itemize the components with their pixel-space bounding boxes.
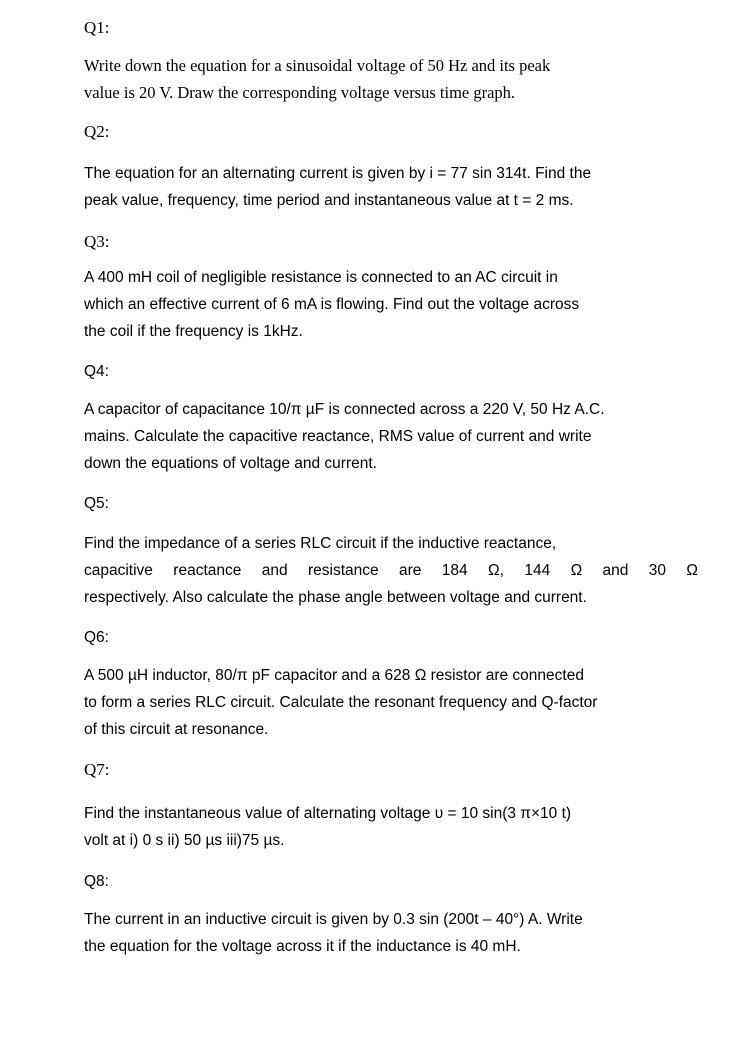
question-3-line-3: the coil if the frequency is 1kHz.: [84, 323, 303, 340]
question-2-label: Q2:: [84, 122, 110, 141]
question-1-line-2: value is 20 V. Draw the corresponding voltage versus time graph.: [84, 83, 516, 102]
question-2-text: [84, 160, 698, 214]
question-5-label: Q5:: [84, 495, 109, 512]
question-2-line-1: The equation for an alternating current is given by i = 77 sin 314t. Find the: [84, 165, 592, 182]
question-7-label: Q7:: [84, 760, 110, 779]
question-1-text: [84, 52, 698, 106]
question-7-line-1: Find the instantaneous value of alternating voltage υ = 10 sin(3 π×10 t): [84, 805, 572, 822]
question-4-line-3: down the equations of voltage and current.: [84, 455, 377, 472]
question-3-label: Q3:: [84, 232, 110, 251]
question-4-line-1: A capacitor of capacitance 10/π µF is connected across a 220 V, 50 Hz A.C.: [84, 401, 605, 418]
question-8-line-2: the equation for the voltage across it if the inductance is 40 mH.: [84, 938, 521, 955]
question-6-text: [84, 662, 698, 743]
question-6-label: Q6:: [84, 629, 109, 646]
question-1-label: Q1:: [84, 18, 110, 37]
question-3-line-2: which an effective current of 6 mA is flowing. Find out the voltage across: [84, 296, 580, 313]
question-5-line-1: Find the impedance of a series RLC circuit if the inductive reactance,: [84, 535, 557, 552]
question-8-label: Q8:: [84, 873, 109, 890]
question-5-line-3: respectively. Also calculate the phase angle between voltage and current.: [84, 589, 587, 606]
question-8-line-1: The current in an inductive circuit is given by 0.3 sin (200t – 40°) A. Write: [84, 911, 583, 928]
question-6-line-1: A 500 µH inductor, 80/π pF capacitor and a 628 Ω resistor are connected: [84, 667, 584, 684]
question-6-line-2: to form a series RLC circuit. Calculate the resonant frequency and Q-factor: [84, 694, 598, 711]
question-7-line-2: volt at i) 0 s ii) 50 µs iii)75 µs.: [84, 832, 285, 849]
question-5-line-2: capacitive reactance and resistance are 184 Ω, 144 Ω and 30 Ω: [84, 562, 698, 579]
question-4-text: [84, 396, 698, 477]
question-7-text: [84, 800, 698, 854]
question-1-line-1: Write down the equation for a sinusoidal voltage of 50 Hz and its peak: [84, 56, 551, 75]
question-3-line-1: A 400 mH coil of negligible resistance is connected to an AC circuit in: [84, 269, 558, 286]
question-3-text: [84, 264, 698, 345]
question-2-line-2: peak value, frequency, time period and instantaneous value at t = 2 ms.: [84, 192, 574, 209]
question-6-line-3: of this circuit at resonance.: [84, 721, 269, 738]
question-4-label: Q4:: [84, 363, 109, 380]
question-4-line-2: mains. Calculate the capacitive reactance, RMS value of current and write: [84, 428, 592, 445]
question-5-text: [84, 530, 698, 611]
question-8-text: [84, 906, 698, 960]
